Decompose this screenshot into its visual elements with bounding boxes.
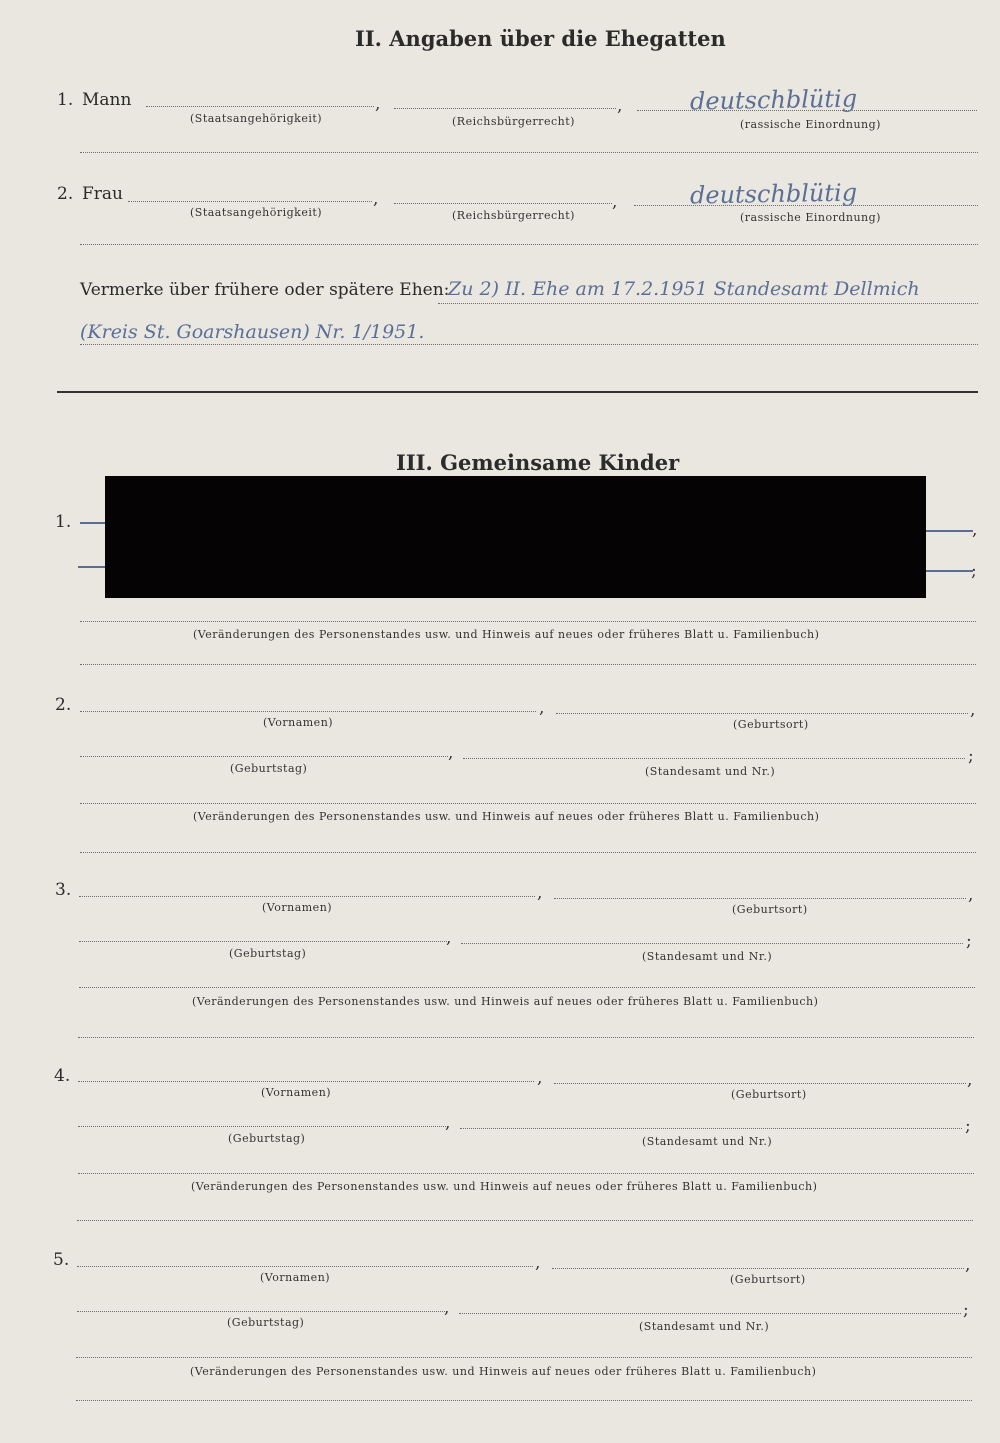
woman-citizenship-line [394, 203, 612, 204]
man-nationality-line [146, 106, 374, 107]
child-1-line-c [925, 530, 973, 532]
man-label: Mann [82, 90, 132, 110]
woman-nationality-line [128, 201, 372, 202]
child-3-label-changes: (Veränderungen des Personenstandes usw. und Hinweis auf neues oder früheres Blatt u. Familienbuch) [192, 995, 819, 1008]
child-5-changes-line [76, 1357, 972, 1358]
child-5-label-given-names: (Vornamen) [260, 1271, 331, 1284]
child-1-changes-line [80, 621, 976, 622]
woman-label-race: (rassische Einordnung) [740, 211, 881, 224]
child-3-changes-line [79, 987, 975, 988]
child-4-given-names-line [78, 1081, 534, 1082]
child-4-birthplace-line [554, 1083, 966, 1084]
child-2-label-changes: (Veränderungen des Personenstandes usw. und Hinweis auf neues oder früheres Blatt u. Familienbuch) [193, 810, 820, 823]
man-label-nationality: (Staatsangehörigkeit) [190, 112, 323, 125]
child-5-label-registry: (Standesamt und Nr.) [639, 1320, 770, 1333]
child-2-label-registry: (Standesamt und Nr.) [645, 765, 776, 778]
woman-label: Frau [82, 184, 124, 204]
remarks-line2 [80, 344, 978, 345]
child-2-sep-4: ; [968, 746, 974, 766]
child-2-given-names-line [80, 711, 536, 712]
child-4-extra-line [77, 1220, 973, 1221]
man-race-handwritten: deutschblütig [689, 84, 858, 116]
child-4-birthday-line [78, 1126, 446, 1127]
child-5-sep-1: , [535, 1253, 541, 1273]
child-2-number: 2. [55, 695, 72, 715]
child-3-label-registry: (Standesamt und Nr.) [642, 950, 773, 963]
man-label-race: (rassische Einordnung) [740, 118, 881, 131]
child-5-sep-3: , [444, 1298, 450, 1318]
child-1-label-changes: (Veränderungen des Personenstandes usw. und Hinweis auf neues oder früheres Blatt u. Familienbuch) [193, 628, 820, 641]
child-5-given-names-line [77, 1266, 533, 1267]
child-2-sep-1: , [539, 698, 545, 718]
woman-sep-1: , [373, 189, 379, 209]
redaction-block [105, 476, 926, 598]
woman-extra-line [80, 244, 978, 245]
child-1-sep-1: , [972, 520, 978, 540]
child-3-sep-2: , [968, 885, 974, 905]
section-3-heading: III. Gemeinsame Kinder [396, 450, 680, 475]
child-3-label-birthplace: (Geburtsort) [732, 903, 808, 916]
child-2-label-birthday: (Geburtstag) [230, 762, 308, 775]
child-5-label-birthday: (Geburtstag) [227, 1316, 305, 1329]
child-1-line-a [80, 522, 108, 524]
woman-number: 2. [57, 184, 74, 204]
child-4-sep-1: , [537, 1068, 543, 1088]
child-5-number: 5. [53, 1250, 70, 1270]
child-2-extra-line [80, 852, 976, 853]
child-3-sep-3: , [446, 928, 452, 948]
child-5-birthplace-line [552, 1268, 964, 1269]
child-3-registry-line [461, 943, 963, 944]
child-4-changes-line [78, 1173, 974, 1174]
child-4-sep-4: ; [965, 1116, 971, 1136]
child-4-sep-3: , [445, 1113, 451, 1133]
child-2-sep-3: , [448, 743, 454, 763]
child-2-birthday-line [80, 756, 448, 757]
child-4-label-given-names: (Vornamen) [261, 1086, 332, 1099]
child-3-label-given-names: (Vornamen) [262, 901, 333, 914]
child-4-sep-2: , [967, 1070, 973, 1090]
man-extra-line [80, 152, 978, 153]
child-2-label-given-names: (Vornamen) [263, 716, 334, 729]
child-3-extra-line [78, 1037, 974, 1038]
child-1-number: 1. [55, 512, 72, 532]
remarks-handwritten-line1: Zu 2) II. Ehe am 17.2.1951 Standesamt Dellmich [448, 278, 920, 300]
child-5-sep-2: , [965, 1255, 971, 1275]
child-1-extra-line [80, 664, 976, 665]
child-3-given-names-line [79, 896, 535, 897]
man-sep-1: , [375, 94, 381, 114]
child-1-sep-2: ; [971, 561, 977, 581]
woman-label-citizenship: (Reichsbürgerrecht) [452, 209, 575, 222]
remarks-line1 [438, 303, 978, 304]
child-2-registry-line [463, 758, 965, 759]
section-divider-rule [57, 391, 978, 393]
woman-race-handwritten: deutschblütig [689, 178, 858, 210]
child-5-registry-line [459, 1313, 961, 1314]
child-3-label-birthday: (Geburtstag) [229, 947, 307, 960]
child-3-sep-4: ; [966, 931, 972, 951]
child-5-label-birthplace: (Geburtsort) [730, 1273, 806, 1286]
child-5-sep-4: ; [963, 1300, 969, 1320]
child-1-line-b [78, 566, 106, 568]
child-4-label-birthplace: (Geburtsort) [731, 1088, 807, 1101]
man-label-citizenship: (Reichsbürgerrecht) [452, 115, 575, 128]
woman-sep-2: , [612, 192, 618, 212]
section-2-heading: II. Angaben über die Ehegatten [355, 26, 726, 51]
child-4-number: 4. [54, 1066, 71, 1086]
child-5-extra-line [76, 1400, 972, 1401]
child-1-line-d [925, 570, 973, 572]
child-3-number: 3. [55, 880, 72, 900]
child-4-label-registry: (Standesamt und Nr.) [642, 1135, 773, 1148]
child-2-sep-2: , [970, 700, 976, 720]
child-3-sep-1: , [537, 883, 543, 903]
child-2-changes-line [80, 803, 976, 804]
man-number: 1. [57, 90, 74, 110]
child-4-registry-line [460, 1128, 962, 1129]
child-4-label-changes: (Veränderungen des Personenstandes usw. und Hinweis auf neues oder früheres Blatt u. Familienbuch) [191, 1180, 818, 1193]
child-3-birthday-line [79, 941, 447, 942]
man-citizenship-line [394, 108, 616, 109]
child-5-label-changes: (Veränderungen des Personenstandes usw. und Hinweis auf neues oder früheres Blatt u. Familienbuch) [190, 1365, 817, 1378]
woman-label-nationality: (Staatsangehörigkeit) [190, 206, 323, 219]
remarks-handwritten-line2: (Kreis St. Goarshausen) Nr. 1/1951. [80, 321, 425, 343]
remarks-label: Vermerke über frühere oder spätere Ehen: [80, 280, 450, 300]
child-2-label-birthplace: (Geburtsort) [733, 718, 809, 731]
man-sep-2: , [617, 96, 623, 116]
child-4-label-birthday: (Geburtstag) [228, 1132, 306, 1145]
child-3-birthplace-line [554, 898, 966, 899]
child-5-birthday-line [77, 1311, 445, 1312]
child-2-birthplace-line [556, 713, 968, 714]
